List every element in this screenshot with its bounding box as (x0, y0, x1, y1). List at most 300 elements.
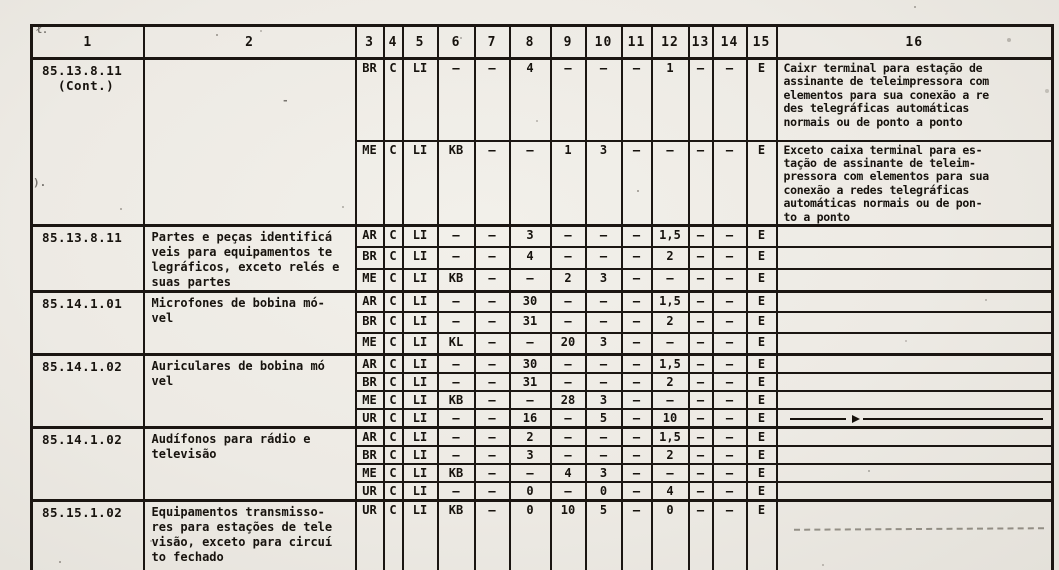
value-cell: – (438, 373, 475, 391)
value-cell: LI (403, 269, 438, 291)
value-cell: – (713, 247, 747, 269)
value-cell: 10 (551, 500, 586, 570)
value-cell: 2 (652, 312, 689, 333)
value-cell: – (438, 59, 475, 141)
value-cell: AR (356, 291, 384, 312)
value-cell: 20 (551, 333, 586, 354)
value-cell: LI (403, 225, 438, 247)
value-cell: E (747, 269, 777, 291)
value-cell: – (713, 427, 747, 446)
value-cell: – (551, 225, 586, 247)
value-cell: – (551, 427, 586, 446)
note-line: automáticas normais ou de pon- (783, 196, 983, 211)
value-cell: 1,5 (652, 291, 689, 312)
value-cell: E (747, 500, 777, 570)
description-line: vel (151, 373, 174, 388)
value-cell: – (622, 312, 652, 333)
value-cell: – (586, 427, 622, 446)
value-cell: C (384, 141, 403, 226)
value-cell: C (384, 427, 403, 446)
value-cell: C (384, 500, 403, 570)
value-cell: – (713, 482, 747, 501)
column-header: 14 (713, 26, 747, 59)
value-cell: 0 (510, 482, 551, 501)
value-cell: LI (403, 247, 438, 269)
code-cell (32, 225, 144, 291)
note-cell (777, 59, 1053, 141)
value-cell: C (384, 59, 403, 141)
note-cell (777, 427, 1053, 446)
value-cell: – (652, 391, 689, 409)
value-cell: BR (356, 59, 384, 141)
value-cell: – (438, 446, 475, 464)
table-row (32, 427, 1053, 446)
value-cell: UR (356, 409, 384, 428)
value-cell: – (622, 482, 652, 501)
scan-mark: ). (33, 176, 47, 189)
value-cell: – (475, 482, 510, 501)
value-cell: – (713, 312, 747, 333)
value-cell: – (551, 354, 586, 373)
value-cell: C (384, 312, 403, 333)
value-cell: – (689, 500, 713, 570)
value-cell: – (713, 409, 747, 428)
value-cell: E (747, 312, 777, 333)
note-cell (777, 446, 1053, 464)
value-cell: – (438, 427, 475, 446)
value-cell: – (438, 247, 475, 269)
value-cell: – (713, 141, 747, 226)
dash-arrow-mark (784, 412, 1050, 426)
value-cell: – (475, 427, 510, 446)
column-header: 12 (652, 26, 689, 59)
value-cell: 3 (586, 391, 622, 409)
value-cell: LI (403, 373, 438, 391)
description-cell (144, 291, 356, 354)
note-cell (777, 409, 1053, 428)
column-header: 10 (586, 26, 622, 59)
table-row (32, 291, 1053, 312)
column-header: 4 (384, 26, 403, 59)
value-cell: – (713, 225, 747, 247)
value-cell: – (713, 269, 747, 291)
value-cell: UR (356, 500, 384, 570)
note-line: des telegráficas automáticas (783, 101, 969, 116)
value-cell: 5 (586, 409, 622, 428)
code-continuation: (Cont.) (58, 78, 115, 93)
value-cell: – (713, 446, 747, 464)
value-cell: – (689, 225, 713, 247)
dash-segment (863, 418, 1044, 420)
note-cell (777, 247, 1053, 269)
value-cell: – (586, 312, 622, 333)
value-cell: – (713, 391, 747, 409)
note-line: tação de assinante de teleim- (783, 155, 976, 170)
value-cell: – (652, 464, 689, 482)
dash-segment (790, 418, 846, 420)
value-cell: LI (403, 59, 438, 141)
value-cell: – (551, 247, 586, 269)
description-line: visão, exceto para circuí (151, 534, 333, 549)
note-line: elementos para sua conexão a re (783, 87, 989, 102)
value-cell: – (475, 225, 510, 247)
value-cell: 1 (652, 59, 689, 141)
value-cell: 3 (510, 225, 551, 247)
value-cell: – (689, 464, 713, 482)
value-cell: 1,5 (652, 225, 689, 247)
column-header: 2 (144, 26, 356, 59)
code-text: 85.13.8.11 (42, 63, 123, 78)
value-cell: – (622, 269, 652, 291)
scan-mark: ł. (36, 25, 49, 36)
value-cell: 1,5 (652, 354, 689, 373)
value-cell: – (475, 373, 510, 391)
value-cell: E (747, 225, 777, 247)
value-cell: ME (356, 464, 384, 482)
value-cell: – (622, 59, 652, 141)
value-cell: E (747, 59, 777, 141)
description-cell (144, 354, 356, 427)
value-cell: C (384, 247, 403, 269)
value-cell: – (510, 333, 551, 354)
value-cell: – (713, 59, 747, 141)
value-cell: – (713, 291, 747, 312)
value-cell: – (438, 225, 475, 247)
table-row (32, 225, 1053, 247)
value-cell: 2 (652, 247, 689, 269)
value-cell: – (622, 354, 652, 373)
header-row (32, 26, 1053, 59)
value-cell: – (622, 291, 652, 312)
value-cell: – (652, 269, 689, 291)
value-cell: – (689, 312, 713, 333)
column-header: 11 (622, 26, 652, 59)
value-cell: LI (403, 354, 438, 373)
value-cell: – (551, 373, 586, 391)
value-cell: – (510, 269, 551, 291)
value-cell: KB (438, 500, 475, 570)
description-cell (144, 225, 356, 291)
value-cell: – (622, 409, 652, 428)
value-cell: 3 (586, 333, 622, 354)
value-cell: – (713, 500, 747, 570)
value-cell: 5 (586, 500, 622, 570)
value-cell: – (551, 446, 586, 464)
value-cell: 2 (551, 269, 586, 291)
scan-noise (0, 0, 2, 2)
note-cell (777, 391, 1053, 409)
value-cell: 30 (510, 291, 551, 312)
value-cell: 4 (652, 482, 689, 501)
value-cell: C (384, 464, 403, 482)
description-line: Partes e peças identificá (151, 229, 333, 244)
value-cell: E (747, 354, 777, 373)
value-cell: KB (438, 391, 475, 409)
value-cell: – (586, 354, 622, 373)
value-cell: – (622, 464, 652, 482)
value-cell: – (713, 464, 747, 482)
value-cell: – (689, 409, 713, 428)
value-cell: – (622, 141, 652, 226)
value-cell: – (438, 409, 475, 428)
value-cell: – (622, 500, 652, 570)
value-cell: 3 (586, 464, 622, 482)
value-cell: AR (356, 427, 384, 446)
note-line: normais ou de ponto a ponto (783, 114, 963, 129)
value-cell: 2 (652, 446, 689, 464)
value-cell: C (384, 373, 403, 391)
description-cell (144, 500, 356, 570)
value-cell: 30 (510, 354, 551, 373)
value-cell: – (510, 391, 551, 409)
value-cell: ME (356, 391, 384, 409)
value-cell: – (713, 333, 747, 354)
code-cell (32, 354, 144, 427)
value-cell: LI (403, 312, 438, 333)
value-cell: – (475, 141, 510, 226)
value-cell: – (551, 482, 586, 501)
note-line: pressora com elementos para sua (783, 169, 989, 184)
value-cell: – (586, 291, 622, 312)
value-cell: – (438, 482, 475, 501)
value-cell: LI (403, 500, 438, 570)
value-cell: 28 (551, 391, 586, 409)
value-cell: – (622, 446, 652, 464)
value-cell: E (747, 333, 777, 354)
value-cell: C (384, 446, 403, 464)
code-text: 85.15.1.02 (42, 504, 123, 520)
value-cell: – (713, 373, 747, 391)
value-cell: C (384, 291, 403, 312)
value-cell: – (622, 373, 652, 391)
value-cell: E (747, 391, 777, 409)
value-cell: – (438, 312, 475, 333)
value-cell: 1,5 (652, 427, 689, 446)
value-cell: 16 (510, 409, 551, 428)
value-cell: 0 (652, 500, 689, 570)
value-cell: – (475, 391, 510, 409)
column-header: 13 (689, 26, 713, 59)
value-cell: E (747, 247, 777, 269)
value-cell: E (747, 409, 777, 428)
value-cell: C (384, 409, 403, 428)
column-header: 1 (32, 26, 144, 59)
value-cell: – (475, 269, 510, 291)
value-cell: LI (403, 446, 438, 464)
value-cell: C (384, 269, 403, 291)
value-cell: – (475, 247, 510, 269)
value-cell: 2 (652, 373, 689, 391)
value-cell: – (551, 59, 586, 141)
description-line: vel (151, 310, 174, 325)
code-cell (32, 291, 144, 354)
value-cell: – (689, 446, 713, 464)
value-cell: AR (356, 354, 384, 373)
value-cell: – (475, 312, 510, 333)
column-header: 6 (438, 26, 475, 59)
value-cell: – (652, 141, 689, 226)
note-cell (777, 269, 1053, 291)
column-header: 5 (403, 26, 438, 59)
pencil-dash-mark (793, 527, 1043, 531)
value-cell: – (438, 291, 475, 312)
value-cell: LI (403, 409, 438, 428)
value-cell: E (747, 427, 777, 446)
description-line: to fechado (151, 549, 224, 564)
value-cell: – (689, 59, 713, 141)
value-cell: LI (403, 482, 438, 501)
tariff-table (30, 24, 1054, 570)
value-cell: KB (438, 464, 475, 482)
value-cell: C (384, 225, 403, 247)
note-cell (777, 312, 1053, 333)
value-cell: – (689, 333, 713, 354)
value-cell: 1 (551, 141, 586, 226)
value-cell: LI (403, 391, 438, 409)
note-cell (777, 291, 1053, 312)
table-row (32, 500, 1053, 570)
value-cell: KB (438, 269, 475, 291)
column-header: 16 (777, 26, 1053, 59)
value-cell: 31 (510, 373, 551, 391)
description-line: legráficos, exceto relés e (151, 259, 340, 274)
value-cell: – (622, 333, 652, 354)
value-cell: KL (438, 333, 475, 354)
value-cell: E (747, 373, 777, 391)
description-line: Auriculares de bobina mó (151, 358, 325, 373)
value-cell: E (747, 482, 777, 501)
value-cell: BR (356, 373, 384, 391)
value-cell: ME (356, 333, 384, 354)
value-cell: – (622, 391, 652, 409)
value-cell: 10 (652, 409, 689, 428)
value-cell: – (689, 427, 713, 446)
description-cell (144, 427, 356, 500)
value-cell: C (384, 354, 403, 373)
value-cell: – (689, 247, 713, 269)
code-cell (32, 500, 144, 570)
value-cell: – (622, 247, 652, 269)
value-cell: 3 (586, 269, 622, 291)
value-cell: – (475, 464, 510, 482)
value-cell: 0 (586, 482, 622, 501)
value-cell: – (510, 464, 551, 482)
value-cell: – (586, 225, 622, 247)
code-text: 85.14.1.02 (42, 431, 123, 447)
value-cell: – (551, 312, 586, 333)
value-cell: 3 (586, 141, 622, 226)
value-cell: – (689, 269, 713, 291)
value-cell: – (689, 291, 713, 312)
value-cell: E (747, 291, 777, 312)
value-cell: – (622, 427, 652, 446)
scan-mark: - (282, 94, 289, 107)
value-cell: – (475, 446, 510, 464)
table-row (32, 59, 1053, 141)
value-cell: – (586, 373, 622, 391)
value-cell: 31 (510, 312, 551, 333)
value-cell: LI (403, 333, 438, 354)
note-cell (777, 225, 1053, 247)
note-line: Caixr terminal para estação de (783, 61, 983, 75)
value-cell: KB (438, 141, 475, 226)
value-cell: – (689, 141, 713, 226)
code-text: 85.14.1.02 (42, 358, 123, 374)
value-cell: 0 (510, 500, 551, 570)
description-cell (144, 59, 356, 226)
arrow-icon (852, 415, 860, 423)
note-line: Exceto caixa terminal para es- (783, 142, 983, 157)
value-cell: – (475, 409, 510, 428)
value-cell: – (689, 482, 713, 501)
code-text: 85.14.1.01 (42, 295, 123, 311)
description-line: res para estações de tele (151, 519, 333, 534)
code-cell (32, 427, 144, 500)
value-cell: LI (403, 291, 438, 312)
description-line: Microfones de bobina mó- (151, 295, 325, 310)
value-cell: – (689, 354, 713, 373)
description-line: veis para equipamentos te (151, 244, 333, 259)
description-line: Equipamentos transmisso- (151, 504, 325, 519)
value-cell: – (551, 291, 586, 312)
value-cell: – (713, 354, 747, 373)
value-cell: 4 (510, 247, 551, 269)
description-line: televisão (151, 446, 217, 461)
value-cell: E (747, 446, 777, 464)
value-cell: – (622, 225, 652, 247)
description-line: Audífonos para rádio e (151, 431, 311, 446)
note-cell (777, 333, 1053, 354)
value-cell: LI (403, 427, 438, 446)
value-cell: – (586, 446, 622, 464)
value-cell: – (475, 59, 510, 141)
note-cell (777, 464, 1053, 482)
value-cell: E (747, 464, 777, 482)
value-cell: – (551, 409, 586, 428)
value-cell: – (586, 247, 622, 269)
column-header: 3 (356, 26, 384, 59)
value-cell: LI (403, 464, 438, 482)
note-cell (777, 500, 1053, 570)
value-cell: 2 (510, 427, 551, 446)
value-cell: – (438, 354, 475, 373)
value-cell: AR (356, 225, 384, 247)
column-header: 9 (551, 26, 586, 59)
note-cell (777, 373, 1053, 391)
note-line: conexão a redes telegráficas (783, 182, 969, 197)
value-cell: – (475, 291, 510, 312)
column-header: 7 (475, 26, 510, 59)
value-cell: 3 (510, 446, 551, 464)
table-row (32, 354, 1053, 373)
value-cell: ME (356, 141, 384, 226)
value-cell: 4 (551, 464, 586, 482)
note-cell (777, 482, 1053, 501)
column-header: 15 (747, 26, 777, 59)
value-cell: – (689, 391, 713, 409)
note-line: assinante de teleimpressora com (783, 74, 989, 89)
value-cell: ME (356, 269, 384, 291)
value-cell: – (510, 141, 551, 226)
value-cell: BR (356, 247, 384, 269)
value-cell: 4 (510, 59, 551, 141)
value-cell: C (384, 391, 403, 409)
note-line: to a ponto (783, 209, 850, 224)
code-text: 85.13.8.11 (42, 229, 123, 245)
note-cell (777, 354, 1053, 373)
value-cell: E (747, 141, 777, 226)
value-cell: C (384, 333, 403, 354)
